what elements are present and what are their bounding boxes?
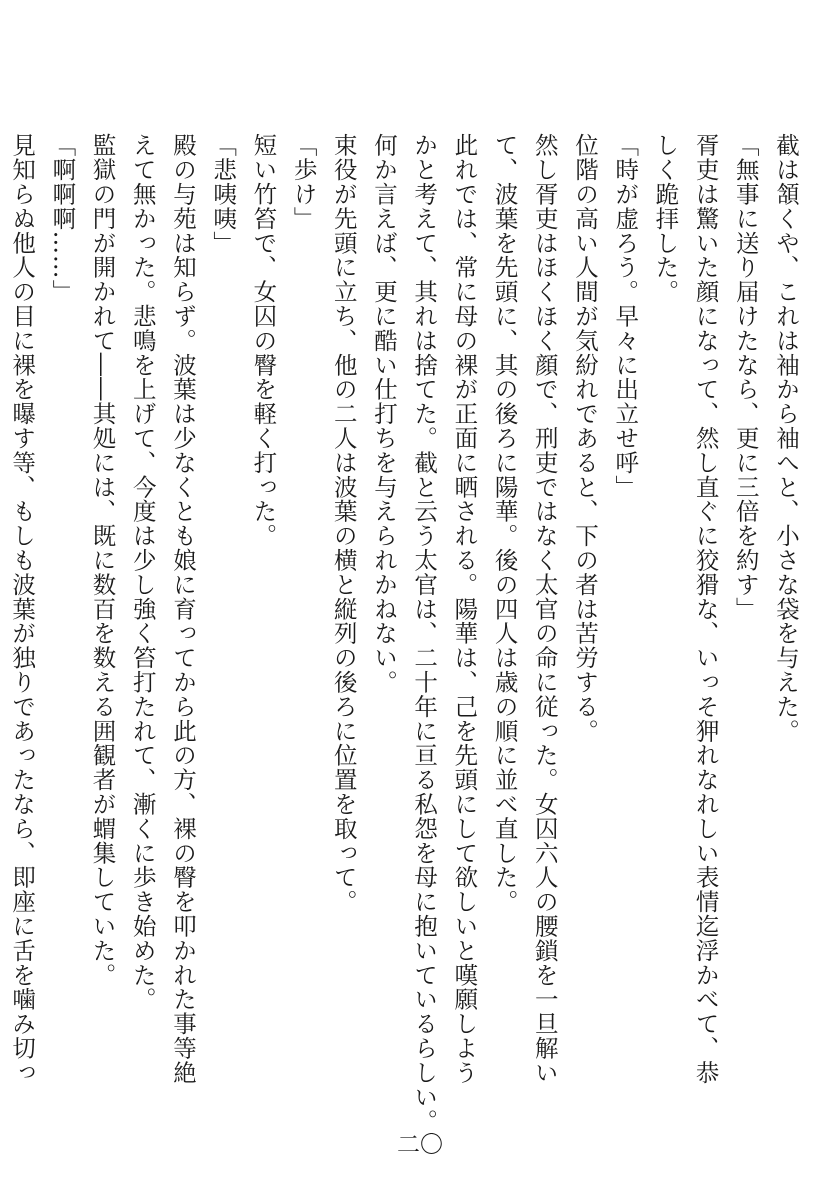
text-line: 「時が虚ろう。早々に出立せ呼」	[611, 133, 640, 499]
text-line: かと考えて、其れは捨てた。截と云う太官は、二十年に亘る私怨を母に抱いているらしい。	[410, 133, 439, 1134]
text-line: 胥吏は驚いた顔になって、然し直ぐに狡猾な、いっそ狎れなれしい表情迄浮かべて、恭	[691, 133, 720, 1085]
text-line: えて無かった。悲鳴を上げて、今度は少し強く笞打たれて、漸くに歩き始めた。	[128, 133, 157, 1012]
text-line: 「歩け」	[289, 133, 318, 231]
text-line: 束役が先頭に立ち、他の二人は波葉の横と縦列の後ろに位置を取って。	[329, 133, 358, 914]
text-line: 「啊啊啊……」	[48, 133, 77, 304]
vertical-text-body	[2, 133, 806, 1134]
text-line: しく跪拝した。	[651, 133, 680, 304]
text-line: 然し胥吏はほくほく顔で、刑吏ではなく太官の命に従った。女囚六人の腰鎖を一旦解い	[530, 133, 559, 1085]
text-line: 截は頷くや、これは袖から袖へと、小さな袋を与えた。	[772, 133, 800, 743]
text-line: 殿の与苑は知らず。波葉は少なくとも娘に育ってから此の方、裸の臀を叩かれた事等絶	[168, 133, 197, 1085]
text-line: 此れでは、常に母の裸が正面に晒される。陽華は、己を先頭にして欲しいと嘆願しよう	[450, 133, 479, 1085]
text-line: 短い竹笞で、女囚の臀を軽く打った。	[249, 133, 278, 548]
text-line: 「無事に送り届けたなら、更に三倍を約す」	[731, 133, 760, 621]
text-line: 位階の高い人間が気紛れであると、下の者は苦労する。	[570, 133, 599, 743]
text-line: 何か言えば、更に酷い仕打ちを与えられかねない。	[369, 133, 398, 695]
text-line: 見知らぬ他人の目に裸を曝す等、もしも波葉が独りであったなら、即座に舌を噛み切っ	[8, 133, 37, 1085]
text-line: 「悲咦咦」	[209, 133, 238, 255]
page-number: 二〇	[397, 1132, 443, 1158]
text-line: て、波葉を先頭に、其の後ろに陽華。後の四人は歳の順に並べ直した。	[490, 133, 519, 914]
text-line: 監獄の門が開かれて――其処には、既に数百を数える囲観者が蝟集していた。	[88, 133, 117, 987]
